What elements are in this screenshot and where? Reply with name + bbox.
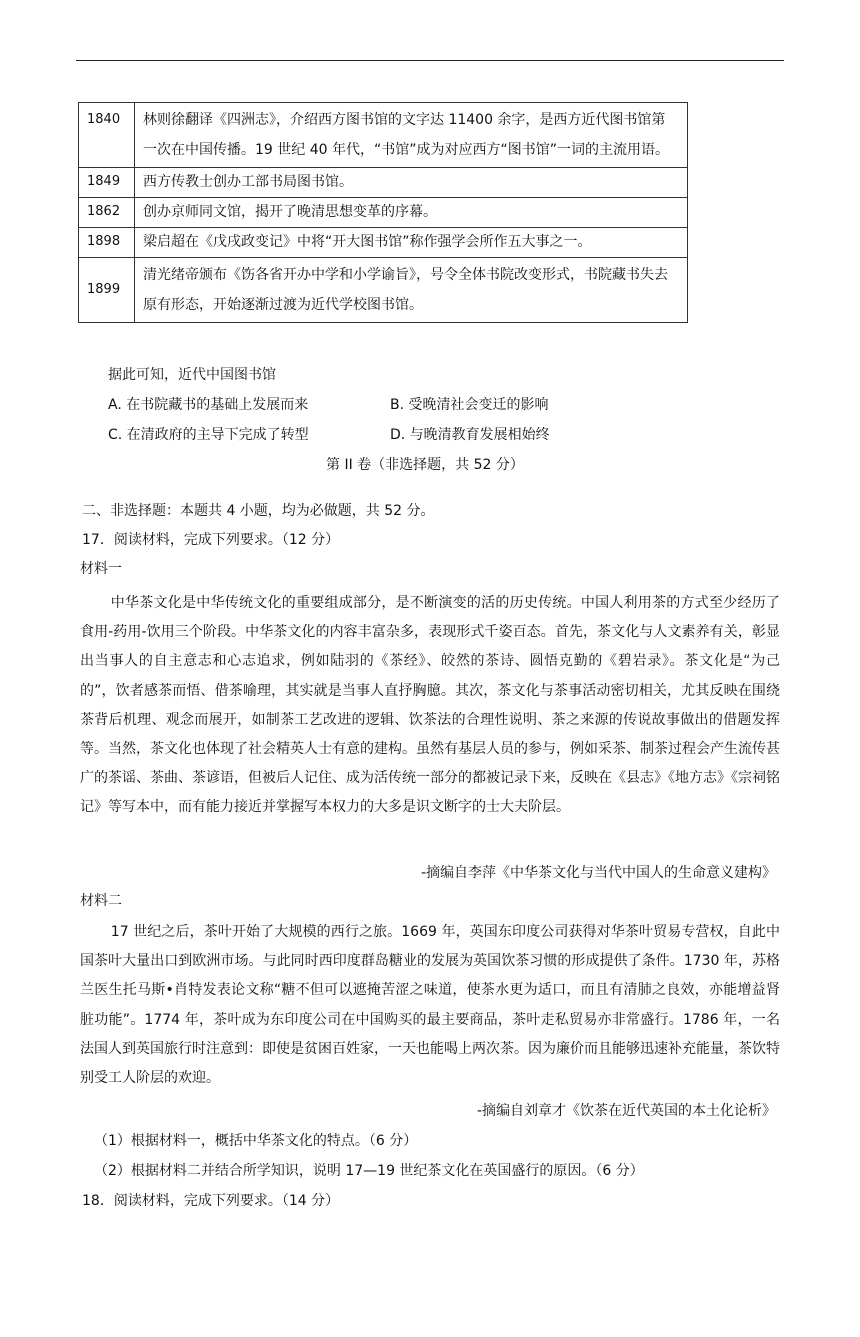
table-row <box>79 198 688 228</box>
question-17-title: 17．阅读材料，完成下列要求。（12 分） <box>82 532 340 548</box>
year-cell: 1840 <box>79 103 135 168</box>
option-d: D. 与晚清教育发展相始终 <box>390 427 550 443</box>
section-header: 二、非选择题：本题共 4 小题，均为必做题，共 52 分。 <box>82 503 435 519</box>
table-row <box>79 228 688 258</box>
table-row <box>79 168 688 198</box>
event-cell: 梁启超在《戊戌政变记》中将“开大图书馆”称作强学会所作五大事之一。 <box>135 228 688 258</box>
table-row <box>79 103 688 168</box>
question-stem: 据此可知，近代中国图书馆 <box>108 367 276 383</box>
timeline-table <box>78 102 688 323</box>
year-cell: 1862 <box>79 198 135 228</box>
question-17-sub-2: （2）根据材料二并结合所学知识，说明 17—19 世纪茶文化在英国盛行的原因。（6 分） <box>94 1163 644 1179</box>
year-cell: 1898 <box>79 228 135 258</box>
event-cell: 西方传教士创办工部书局图书馆。 <box>135 168 688 198</box>
option-a: A. 在书院藏书的基础上发展而来 <box>108 397 309 413</box>
event-cell: 林则徐翻译《四洲志》，介绍西方图书馆的文字达 11400 余字，是西方近代图书馆第一次在中国传播。19 世纪 40 年代，“书馆”成为对应西方“图书馆”一词的主流用语。 <box>135 103 688 168</box>
option-b: B. 受晚清社会变迁的影响 <box>390 397 549 413</box>
material-1-source: -摘编自李萍《中华茶文化与当代中国人的生命意义建构》 <box>420 865 776 881</box>
material-2-source: -摘编自刘章才《饮茶在近代英国的本土化论析》 <box>476 1103 776 1119</box>
event-cell: 创办京师同文馆，揭开了晚清思想变革的序幕。 <box>135 198 688 228</box>
header-rule <box>76 60 784 61</box>
option-c: C. 在清政府的主导下完成了转型 <box>108 427 309 443</box>
volume-title: 第 II 卷（非选择题，共 52 分） <box>326 457 524 473</box>
material-2-text: 17 世纪之后，茶叶开始了大规模的西行之旅。1669 年，英国东印度公司获得对华茶叶贸易专营权，自此中国茶叶大量出口到欧洲市场。与此同时西印度群岛糖业的发展为英国饮茶习惯的形成提供了条件。1730 年，苏格兰医生托马斯•肖特发表论文称“糖不但可以遮掩苦涩之味道，使茶水更为适口，而且有清肺之良效，亦能增益肾脏功能”。1774 年，茶叶成为东印度公司在中国购买的最主要商品，茶叶走私贸易亦非常盛行。1786 年，一名法国人到英国旅行时注意到：即使是贫困百姓家，一天也能喝上两次茶。因为廉价而且能够迅速补充能量，茶饮特别受工人阶层的欢迎。 <box>80 924 780 1087</box>
material-2-label: 材料二 <box>80 893 122 909</box>
material-1-text: 中华茶文化是中华传统文化的重要组成部分，是不断演变的活的历史传统。中国人利用茶的方式至少经历了食用-药用-饮用三个阶段。中华茶文化的内容丰富杂多，表现形式千姿百态。首先，茶文化与人文素养有关，彰显出当事人的自主意志和心志追求，例如陆羽的《茶经》、皎然的茶诗、圆悟克勤的《碧岩录》。茶文化是“为己的”，饮者感茶而悟、借茶喻理，其实就是当事人直抒胸臆。其次，茶文化与茶事活动密切相关，尤其反映在围绕茶背后机理、观念而展开，如制茶工艺改进的逻辑、饮茶法的合理性说明、茶之来源的传说故事做出的借题发挥等。当然，茶文化也体现了社会精英人士有意的建构。虽然有基层人员的参与，例如采茶、制茶过程会产生流传甚广的茶谣、茶曲、茶谚语，但被后人记住、成为活传统一部分的都被记录下来，反映在《县志》《地方志》《宗祠铭记》等写本中，而有能力接近并掌握写本权力的大多是识文断字的士大夫阶层。 <box>80 595 780 816</box>
question-17-sub-1: （1）根据材料一，概括中华茶文化的特点。（6 分） <box>94 1133 418 1149</box>
year-cell: 1849 <box>79 168 135 198</box>
question-18-title: 18．阅读材料，完成下列要求。（14 分） <box>82 1193 340 1209</box>
table-row <box>79 258 688 323</box>
material-1-label: 材料一 <box>80 561 122 577</box>
event-cell: 清光绪帝颁布《饬各省开办中学和小学谕旨》，号令全体书院改变形式，书院藏书失去原有形态，开始逐渐过渡为近代学校图书馆。 <box>135 258 688 323</box>
year-cell: 1899 <box>79 258 135 323</box>
